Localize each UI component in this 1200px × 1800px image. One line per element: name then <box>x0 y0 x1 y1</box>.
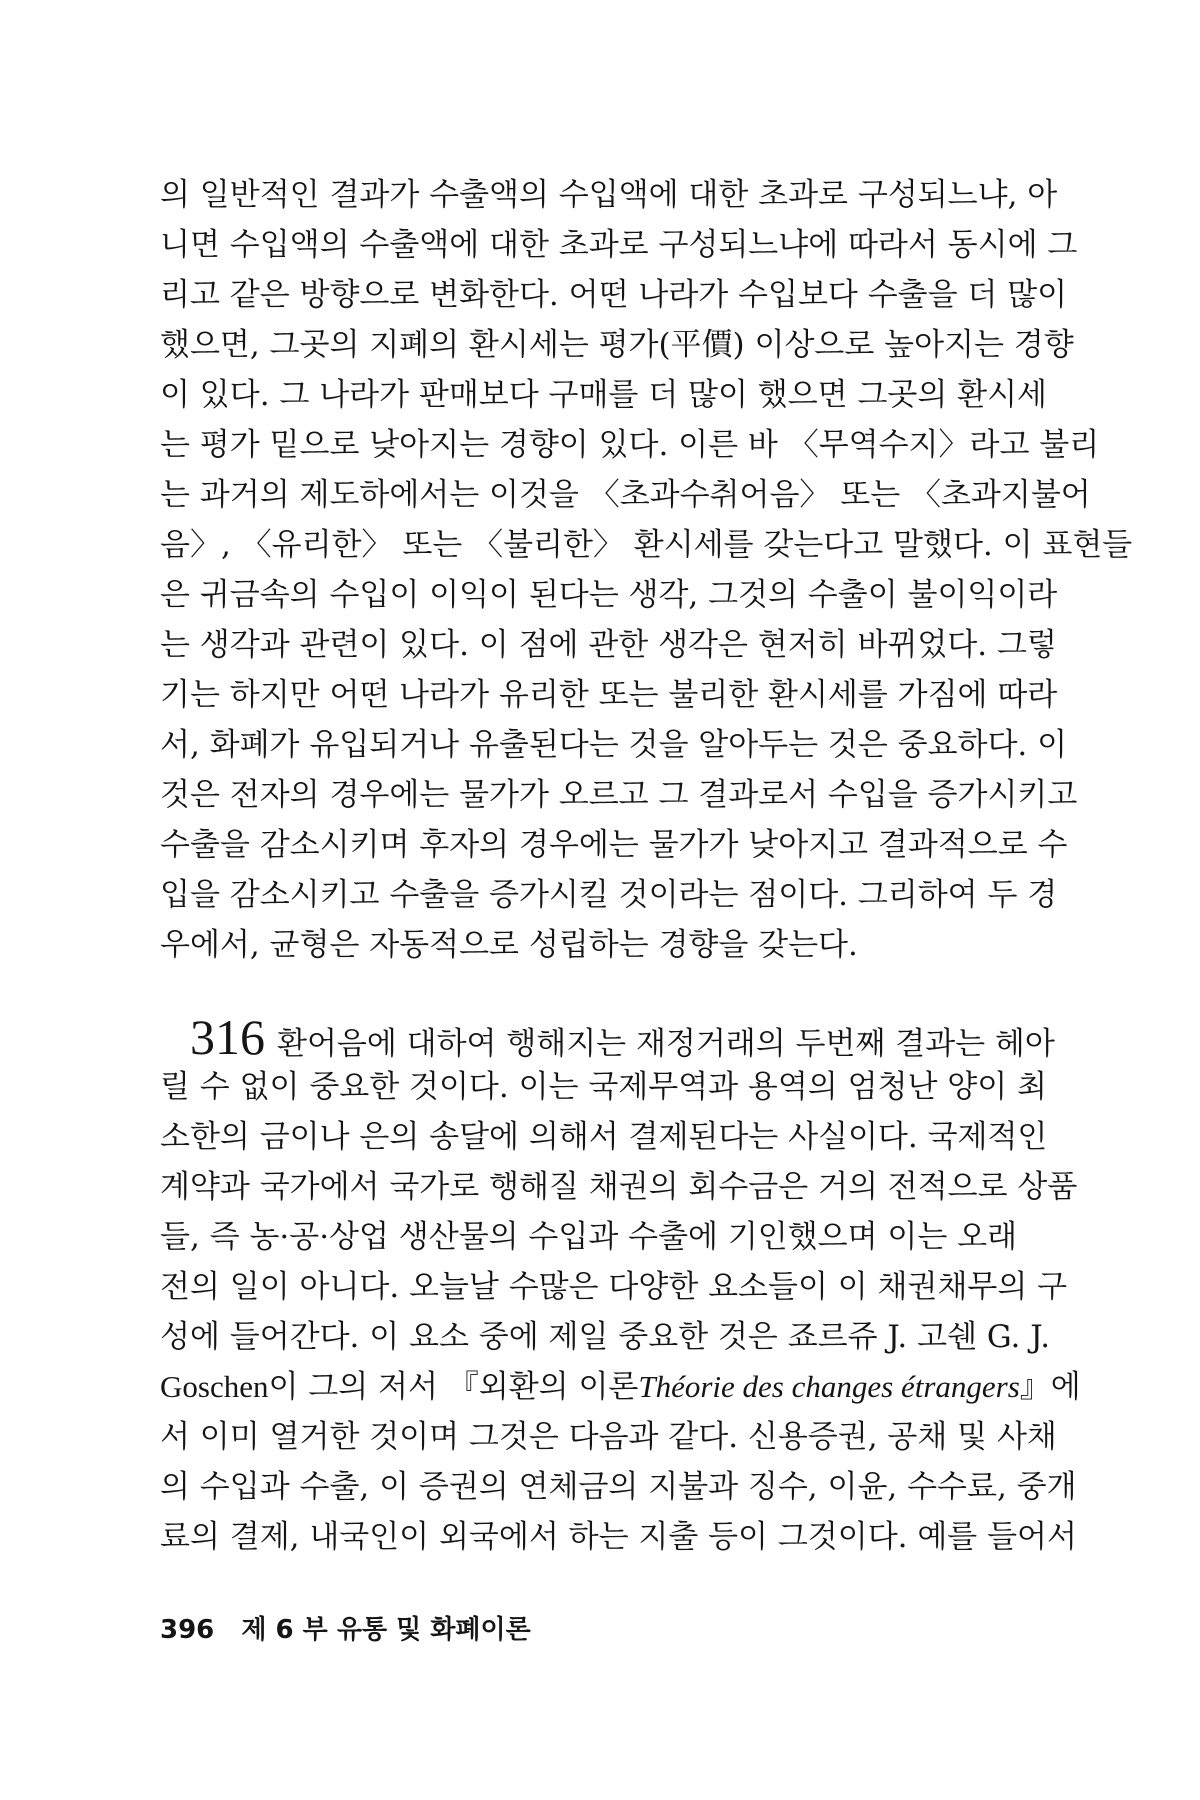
section-first-line <box>160 1009 1055 1065</box>
text-line: 전의 일이 아니다. 오늘날 수많은 다양한 요소들이 이 채권채무의 구 <box>160 1269 1068 1305</box>
section-number: 316 <box>190 1009 265 1065</box>
section-first-line-text: 환어음에 대하여 행해지는 재정거래의 두번째 결과는 헤아 <box>277 1026 1055 1062</box>
page-number: 396 <box>160 1615 215 1645</box>
page-footer <box>160 1610 531 1650</box>
text-line: 들, 즉 농·공·상업 생산물의 수입과 수출에 기인했으며 이는 오래 <box>160 1219 1018 1255</box>
text-line: 의 수입과 수출, 이 증권의 연체금의 지불과 징수, 이윤, 수수료, 중개 <box>160 1469 1077 1505</box>
paragraph-316 <box>160 1009 1081 1562</box>
text-line: 는 생각과 관련이 있다. 이 점에 관한 생각은 현저히 바뀌었다. 그렇 <box>160 627 1057 663</box>
goschen-line <box>160 1362 1081 1412</box>
text-line: 는 과거의 제도하에서는 이것을 〈초과수취어음〉 또는 〈초과지불어 <box>160 477 1091 513</box>
book-title-french: Théorie des changes étrangers <box>638 1369 1020 1404</box>
part-title: 유통 및 화폐이론 <box>336 1615 531 1645</box>
author-name: Goschen <box>160 1369 269 1404</box>
text-line: 것은 전자의 경우에는 물가가 오르고 그 결과로서 수입을 증가시키고 <box>160 777 1078 813</box>
text-line: 성에 들어간다. 이 요소 중에 제일 중요한 것은 죠르쥬 J. 고쉔 G. J. <box>160 1319 1051 1355</box>
text-line: 수출을 감소시키며 후자의 경우에는 물가가 낮아지고 결과적으로 수 <box>160 827 1068 863</box>
text-line: 릴 수 없이 중요한 것이다. 이는 국제무역과 용역의 엄청난 양이 최 <box>160 1069 1047 1105</box>
text-line: 우에서, 균형은 자동적으로 성립하는 경향을 갖는다. <box>160 927 858 963</box>
text-line: 의 일반적인 결과가 수출액의 수입액에 대한 초과로 구성되느냐, 아 <box>160 177 1058 213</box>
text-fragment: 이 그의 저서 『외환의 이론 <box>268 1369 639 1405</box>
text-line: 계약과 국가에서 국가로 행해질 채권의 회수금은 거의 전적으로 상품 <box>160 1169 1078 1205</box>
text-line: 리고 같은 방향으로 변화한다. 어떤 나라가 수입보다 수출을 더 많이 <box>160 277 1068 313</box>
text-line: 소한의 금이나 은의 송달에 의해서 결제된다는 사실이다. 국제적인 <box>160 1119 1048 1155</box>
text-line: 니면 수입액의 수출액에 대한 초과로 구성되느냐에 따라서 동시에 그 <box>160 227 1078 263</box>
text-line: 이 있다. 그 나라가 판매보다 구매를 더 많이 했으면 그곳의 환시세 <box>160 377 1047 413</box>
text-line: 음〉, 〈유리한〉 또는 〈불리한〉 환시세를 갖는다고 말했다. 이 표현들 <box>160 527 1133 563</box>
text-line: 입을 감소시키고 수출을 증가시킬 것이라는 점이다. 그리하여 두 경 <box>160 877 1058 913</box>
text-line: 기는 하지만 어떤 나라가 유리한 또는 불리한 환시세를 가짐에 따라 <box>160 677 1058 713</box>
text-fragment: 』에 <box>1019 1369 1081 1405</box>
text-line: 료의 결제, 내국인이 외국에서 하는 지출 등이 그것이다. 예를 들어서 <box>160 1519 1077 1555</box>
text-line: 서 이미 열거한 것이며 그것은 다음과 같다. 신용증권, 공채 및 사채 <box>160 1419 1057 1455</box>
part-label: 제 6 부 <box>241 1615 328 1645</box>
text-line: 서, 화폐가 유입되거나 유출된다는 것을 알아두는 것은 중요하다. 이 <box>160 727 1068 763</box>
text-line: 는 평가 밑으로 낮아지는 경향이 있다. 이른 바 〈무역수지〉라고 불리 <box>160 427 1100 463</box>
text-line: 은 귀금속의 수입이 이익이 된다는 생각, 그것의 수출이 불이익이라 <box>160 577 1058 613</box>
paragraph-continued <box>160 170 1133 970</box>
text-line: 했으면, 그곳의 지폐의 환시세는 평가(平價) 이상으로 높아지는 경향 <box>160 327 1074 363</box>
